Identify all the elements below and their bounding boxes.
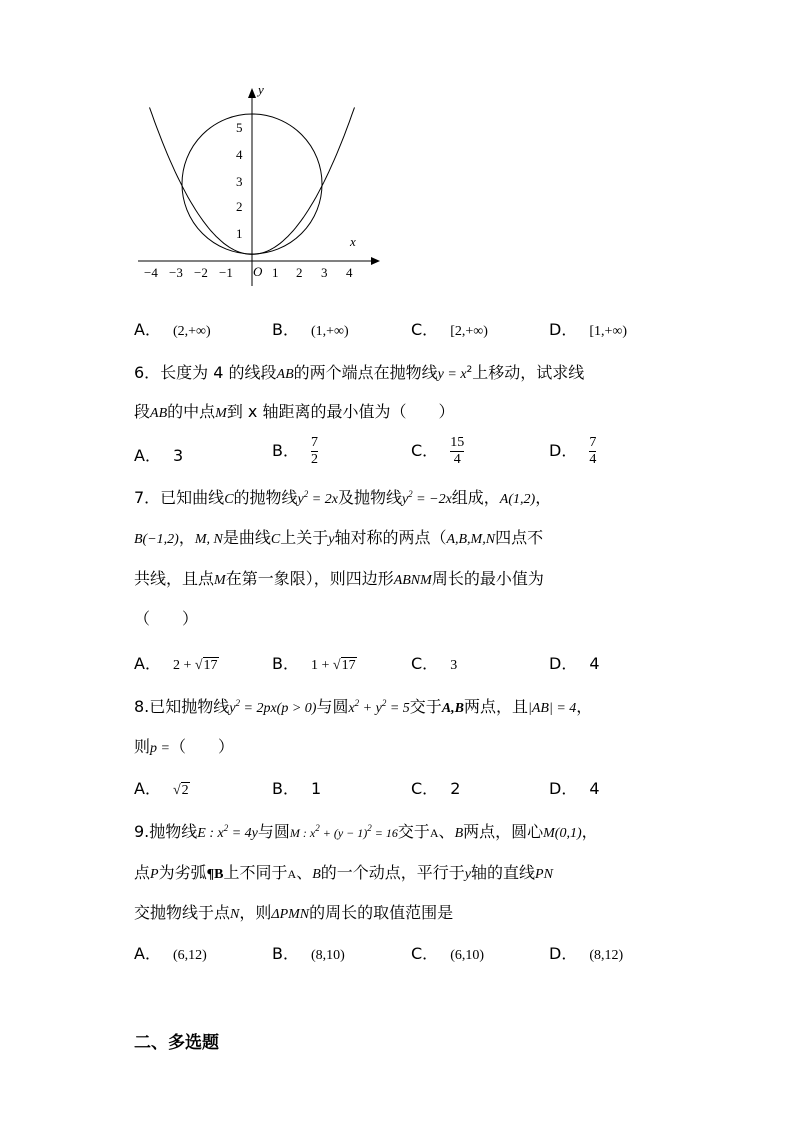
text: 的两个端点在抛物线	[293, 363, 438, 382]
text: （ ）	[134, 609, 199, 628]
math: p =	[150, 741, 170, 756]
option-label: D．	[549, 944, 578, 963]
option-value: (8,10)	[310, 948, 345, 963]
y-axis-arrow	[248, 88, 256, 98]
text: 为劣弧	[158, 863, 207, 882]
math: $y^2 = -2x$	[401, 489, 452, 507]
text: 两点，圆心	[463, 822, 544, 841]
text: 上不同于	[223, 863, 288, 882]
math: B	[454, 826, 464, 841]
text: 两点，且	[464, 697, 529, 716]
option-value: 3	[450, 658, 458, 673]
math: B(−1,2)	[134, 532, 179, 547]
radicand: 17	[203, 658, 218, 673]
q9-option-a[interactable]	[134, 944, 207, 966]
q9-option-b[interactable]	[272, 944, 345, 966]
option-value: 2	[450, 779, 461, 798]
text: 共线，且点	[134, 569, 215, 588]
option-label: C．	[411, 320, 439, 339]
text: 交于	[409, 697, 442, 716]
option-label: D．	[549, 654, 578, 673]
text: 上关于	[280, 528, 329, 547]
math: M	[215, 406, 227, 421]
sqrt-sign: √	[172, 783, 181, 798]
text: 与圆	[316, 697, 349, 716]
text: 9.抛物线	[134, 822, 198, 841]
text: 上移动，试求线	[472, 363, 585, 382]
option-label: B．	[272, 654, 299, 673]
option-value: 4	[589, 654, 600, 673]
q9-line-2	[134, 863, 553, 885]
text: 的抛物线	[233, 488, 298, 507]
numerator: 7	[310, 435, 318, 450]
q7-option-c[interactable]	[411, 654, 457, 676]
numerator: 15	[450, 435, 465, 450]
text: ，	[576, 697, 593, 716]
q5-option-a[interactable]	[134, 320, 211, 342]
math: PN	[535, 867, 553, 882]
x-tick-labels	[144, 265, 353, 280]
text: ，则	[239, 903, 272, 922]
option-label: A．	[134, 944, 161, 963]
text: 段	[134, 402, 151, 421]
text: 四点不	[495, 528, 544, 547]
fraction	[311, 436, 318, 467]
math: N	[230, 907, 240, 922]
math: ¶B	[206, 867, 224, 882]
x-axis-arrow	[371, 257, 380, 265]
math: |AB| = 4	[528, 701, 577, 716]
q7-option-a[interactable]	[134, 654, 219, 676]
option-label: D．	[549, 779, 578, 798]
option-label: C．	[411, 441, 439, 460]
q6-option-d[interactable]	[549, 436, 596, 467]
text: 点	[134, 863, 151, 882]
denominator: 4	[453, 452, 461, 467]
y-tick-label: 5	[236, 120, 243, 135]
q6-line-2	[134, 402, 454, 424]
math: C	[270, 532, 281, 547]
radicand: 17	[341, 658, 356, 673]
math: E : $x^2 = 4y$	[197, 823, 258, 841]
option-label: A．	[134, 654, 161, 673]
option-value: 3	[172, 446, 184, 465]
text: 的一个动点，平行于	[320, 863, 465, 882]
option-value: 1 +	[310, 658, 333, 673]
q7-line-1	[134, 488, 551, 510]
q9-line-3	[134, 903, 453, 925]
q8-option-d[interactable]	[549, 779, 600, 799]
math: A,B,M,N	[446, 532, 496, 547]
math: AB	[276, 367, 294, 382]
text: 轴对称的两点（	[334, 528, 447, 547]
text: （ ）	[169, 737, 234, 756]
option-value: (2,+∞)	[172, 324, 211, 339]
q9-option-c[interactable]	[411, 944, 484, 966]
option-label: B．	[272, 441, 299, 460]
text: 周长的最小值为	[431, 569, 544, 588]
option-label: D．	[549, 320, 578, 339]
q5-option-d[interactable]	[549, 320, 627, 342]
x-tick-label: −1	[219, 265, 233, 280]
numerator: 7	[589, 435, 597, 450]
option-label: A．	[134, 320, 161, 339]
axis-label-x: x	[350, 234, 356, 249]
y-tick-label: 4	[236, 147, 243, 162]
text: 8.已知抛物线	[134, 697, 230, 716]
math: $y^2$	[297, 489, 309, 507]
text: 7．已知曲线	[134, 488, 225, 507]
text: 组成，	[451, 488, 500, 507]
axis-label-y: y	[258, 82, 264, 97]
q8-option-b[interactable]	[272, 779, 321, 799]
math: y	[464, 867, 471, 882]
math: A,B	[441, 701, 464, 716]
option-value: (8,12)	[589, 948, 624, 963]
x-tick-label: 3	[321, 265, 328, 280]
math: ΔPMN	[271, 907, 310, 922]
q7-line-3	[134, 569, 544, 591]
q6-option-b[interactable]	[272, 436, 318, 467]
math: P	[150, 867, 159, 882]
sqrt-sign: √	[332, 658, 341, 673]
text: ，	[581, 822, 598, 841]
option-value: 4	[589, 779, 600, 798]
math: C	[224, 492, 234, 507]
math: AB	[150, 406, 168, 421]
x-tick-label: −3	[169, 265, 183, 280]
text: ，	[535, 488, 552, 507]
text: 交抛物线于点	[134, 903, 231, 922]
q8-line-1	[134, 697, 592, 719]
q7-option-d[interactable]	[549, 654, 600, 674]
q9-line-1	[134, 822, 598, 844]
text: 、	[438, 822, 455, 841]
x-tick-label: 1	[272, 265, 279, 280]
q5-option-c[interactable]	[411, 320, 488, 342]
q6-line-1	[134, 363, 584, 385]
exponent: 2	[466, 365, 473, 375]
option-value: 2 +	[172, 658, 195, 673]
text: 到 x 轴距离的最小值为（ ）	[226, 402, 455, 421]
text: 轴的直线	[471, 863, 536, 882]
radicand: 2	[181, 783, 189, 798]
math: y	[328, 532, 335, 547]
text: 的周长的取值范围是	[309, 903, 454, 922]
option-value: (1,+∞)	[310, 324, 349, 339]
fraction	[450, 436, 464, 467]
text: 则	[134, 737, 151, 756]
text: 与圆	[257, 822, 290, 841]
y-tick-label: 2	[236, 199, 243, 214]
math: M(0,1)	[543, 826, 582, 841]
option-label: B．	[272, 779, 299, 798]
y-tick-label: 3	[236, 174, 243, 189]
option-value: (6,10)	[450, 948, 485, 963]
fraction	[589, 436, 596, 467]
section-title: 二、多选题	[134, 1033, 219, 1053]
q9-option-d[interactable]	[549, 944, 623, 966]
x-tick-label: −2	[194, 265, 208, 280]
q6-option-a[interactable]	[134, 446, 183, 466]
math: M, N	[194, 532, 223, 547]
text: 在第一象限），则四边形	[225, 569, 394, 588]
math: B	[312, 867, 321, 882]
math: A	[287, 867, 297, 881]
x-tick-label: 4	[346, 265, 353, 280]
q7-line-2	[134, 528, 543, 550]
q5-option-b[interactable]	[272, 320, 349, 342]
y-tick-label: 1	[236, 226, 243, 241]
sqrt-sign: √	[194, 658, 203, 673]
option-label: B．	[272, 320, 299, 339]
option-label: A．	[134, 446, 161, 465]
option-value: 1	[310, 779, 322, 798]
option-label: C．	[411, 944, 439, 963]
x-tick-label: 2	[296, 265, 303, 280]
parabola-circle-figure	[128, 80, 388, 295]
q8-option-c[interactable]	[411, 779, 460, 799]
text: 及抛物线	[337, 488, 402, 507]
y-tick-labels	[236, 120, 243, 241]
option-label: D．	[549, 441, 578, 460]
text: ，	[178, 528, 195, 547]
option-label: C．	[411, 654, 439, 673]
math: M	[214, 573, 226, 588]
text: 是曲线	[222, 528, 271, 547]
math: A(1,2)	[499, 492, 536, 507]
q6-option-c[interactable]	[411, 436, 464, 467]
math: A	[429, 826, 439, 840]
option-label: C．	[411, 779, 439, 798]
math: $x^2 + y^2 = 5$	[348, 698, 410, 716]
option-value: (6,12)	[172, 948, 207, 963]
q7-line-4	[134, 609, 198, 629]
option-value: [2,+∞)	[450, 324, 488, 339]
option-value: [1,+∞)	[589, 324, 628, 339]
math: y = x	[437, 367, 467, 382]
text: 6．长度为 4 的线段	[134, 363, 277, 382]
math: $y^2 = 2px(p > 0)$	[229, 698, 317, 716]
option-label: A．	[134, 779, 161, 798]
option-label: B．	[272, 944, 299, 963]
x-tick-label: −4	[144, 265, 158, 280]
math: ABNM	[393, 573, 432, 588]
text: 的中点	[167, 402, 216, 421]
denominator: 2	[310, 452, 318, 467]
text: 、	[296, 863, 313, 882]
denominator: 4	[589, 452, 597, 467]
q7-option-b[interactable]	[272, 654, 357, 676]
origin-label: O	[253, 264, 263, 279]
q8-option-a[interactable]	[134, 779, 190, 801]
text: 交于	[397, 822, 430, 841]
math: = 2x	[308, 492, 338, 507]
q8-line-2	[134, 737, 234, 759]
math: M : $x^2 + (y - 1)^2 = 16$	[289, 823, 398, 840]
